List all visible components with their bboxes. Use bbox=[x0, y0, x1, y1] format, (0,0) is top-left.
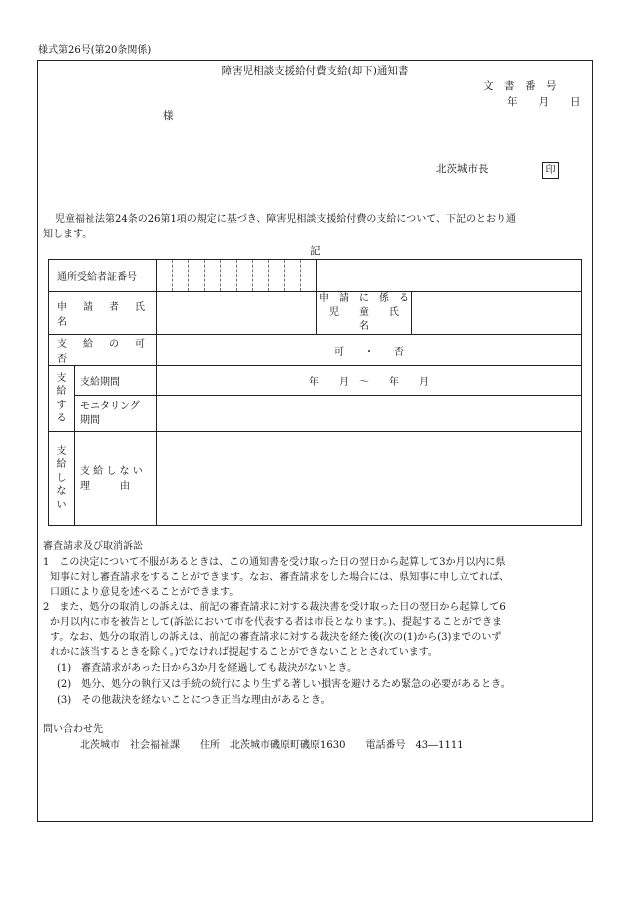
form-label: 様式第26号(第20条関係) bbox=[38, 45, 152, 56]
reason-label-line-2: 理 由 bbox=[80, 480, 130, 492]
contact-heading: 問い合わせ先 bbox=[43, 724, 103, 735]
notes-heading: 審査請求及び取消訴訟 bbox=[43, 541, 143, 552]
note-2-line-4: れかに該当するときを除く。)でなければ提起することができないこととされています。 bbox=[50, 647, 438, 658]
ki-marker: 記 bbox=[310, 245, 321, 257]
form-table bbox=[48, 259, 582, 526]
child-name-label-line-1: 申 請 に 係 る bbox=[319, 293, 409, 304]
child-name-label bbox=[317, 292, 419, 335]
issue-date: 年 月 日 bbox=[507, 96, 581, 108]
nogrant-char-4: な bbox=[56, 486, 67, 498]
contact-line: 北茨城市 社会福祉課 住所 北茨城市磯原町磯原1630 電話番号 43―1111 bbox=[80, 740, 464, 751]
approval-label: 支 給 の 可 否 bbox=[49, 335, 157, 366]
grant-char-2: 給 bbox=[56, 386, 67, 397]
note-2-line-3: す。なお、処分の取消しの訴えは、前記の審査請求に対する裁決を経た後(次の(1)から(3)までのいず bbox=[50, 632, 502, 643]
child-name-field[interactable] bbox=[412, 292, 582, 335]
intro-line-1: 児童福祉法第24条の26第1項の規定に基づき、障害児相談支援給付費の支給について、下記のとおり通 bbox=[55, 214, 517, 225]
note-1-line-2: 知事に対し審査請求をすることができます。なお、審査請求をした場合には、県知事に申し立てれば、 bbox=[50, 572, 510, 583]
note-item-1: (1) 審査請求があった日から3か月を経過しても裁決がないとき。 bbox=[57, 663, 358, 674]
seal-mark: 印 bbox=[542, 162, 559, 179]
grant-char-4: る bbox=[56, 413, 67, 424]
issuer-name: 北茨城市長 bbox=[436, 163, 489, 175]
note-2-line-1: 2 また、処分の取消しの訴えは、前記の審査請求に対する裁決書を受け取った日の翌日から起算して6 bbox=[43, 602, 506, 613]
monitoring-label-line-1: モニタリング bbox=[80, 400, 140, 412]
grant-group-label bbox=[49, 366, 75, 432]
monitoring-label-line-2: 期間 bbox=[80, 414, 100, 426]
reason-field[interactable] bbox=[157, 432, 582, 526]
document-title: 障害児相談支援給付費支給(却下)通知書 bbox=[221, 65, 409, 77]
nogrant-char-2: 給 bbox=[56, 459, 67, 471]
grant-char-3: す bbox=[56, 399, 67, 411]
period-label: 支給期間 bbox=[75, 366, 157, 396]
approval-choice[interactable]: 可 ・ 否 bbox=[157, 335, 582, 366]
recipient-id-label: 通所受給者証番号 bbox=[49, 260, 157, 292]
addressee-suffix: 様 bbox=[163, 110, 174, 122]
note-item-3: (3) その他裁決を経ないことにつき正当な理由があるとき。 bbox=[57, 695, 331, 706]
note-1-line-1: 1 この決定について不服があるときは、この通知書を受け取った日の翌日から起算して3か月以内に県 bbox=[43, 557, 506, 568]
applicant-name-label: 申 請 者 氏 名 bbox=[49, 292, 157, 335]
note-1-line-3: 口頭により意見を述べることができます。 bbox=[50, 587, 240, 598]
nogrant-char-3: し bbox=[56, 472, 67, 484]
monitoring-label bbox=[75, 396, 157, 432]
note-2-line-2: か月以内に市を被告として(訴訟において市を代表する者は市長となります。)、提起することができま bbox=[50, 617, 503, 628]
reason-label-line-1: 支 給 し な い bbox=[80, 465, 143, 477]
reason-label bbox=[75, 432, 157, 526]
nogrant-group-label bbox=[49, 432, 75, 526]
intro-line-2: 知します。 bbox=[43, 229, 93, 240]
note-item-2: (2) 処分、処分の執行又は手続の続行により生ずる著しい損害を避けるため緊急の必要があるとき。 bbox=[57, 679, 511, 690]
recipient-id-digit-boxes bbox=[157, 260, 316, 291]
recipient-id-blank bbox=[317, 260, 582, 292]
nogrant-char-5: い bbox=[56, 499, 67, 511]
document-number: 文 書 番 号 bbox=[483, 80, 557, 92]
period-field[interactable]: 年 月 ～ 年 月 bbox=[157, 366, 582, 396]
recipient-id-field[interactable] bbox=[157, 260, 317, 292]
applicant-name-field[interactable] bbox=[157, 292, 317, 335]
monitoring-field[interactable] bbox=[157, 396, 582, 432]
child-name-label-line-2: 児 童 氏 名 bbox=[329, 307, 419, 332]
nogrant-char-1: 支 bbox=[56, 445, 67, 457]
grant-char-1: 支 bbox=[56, 372, 67, 384]
